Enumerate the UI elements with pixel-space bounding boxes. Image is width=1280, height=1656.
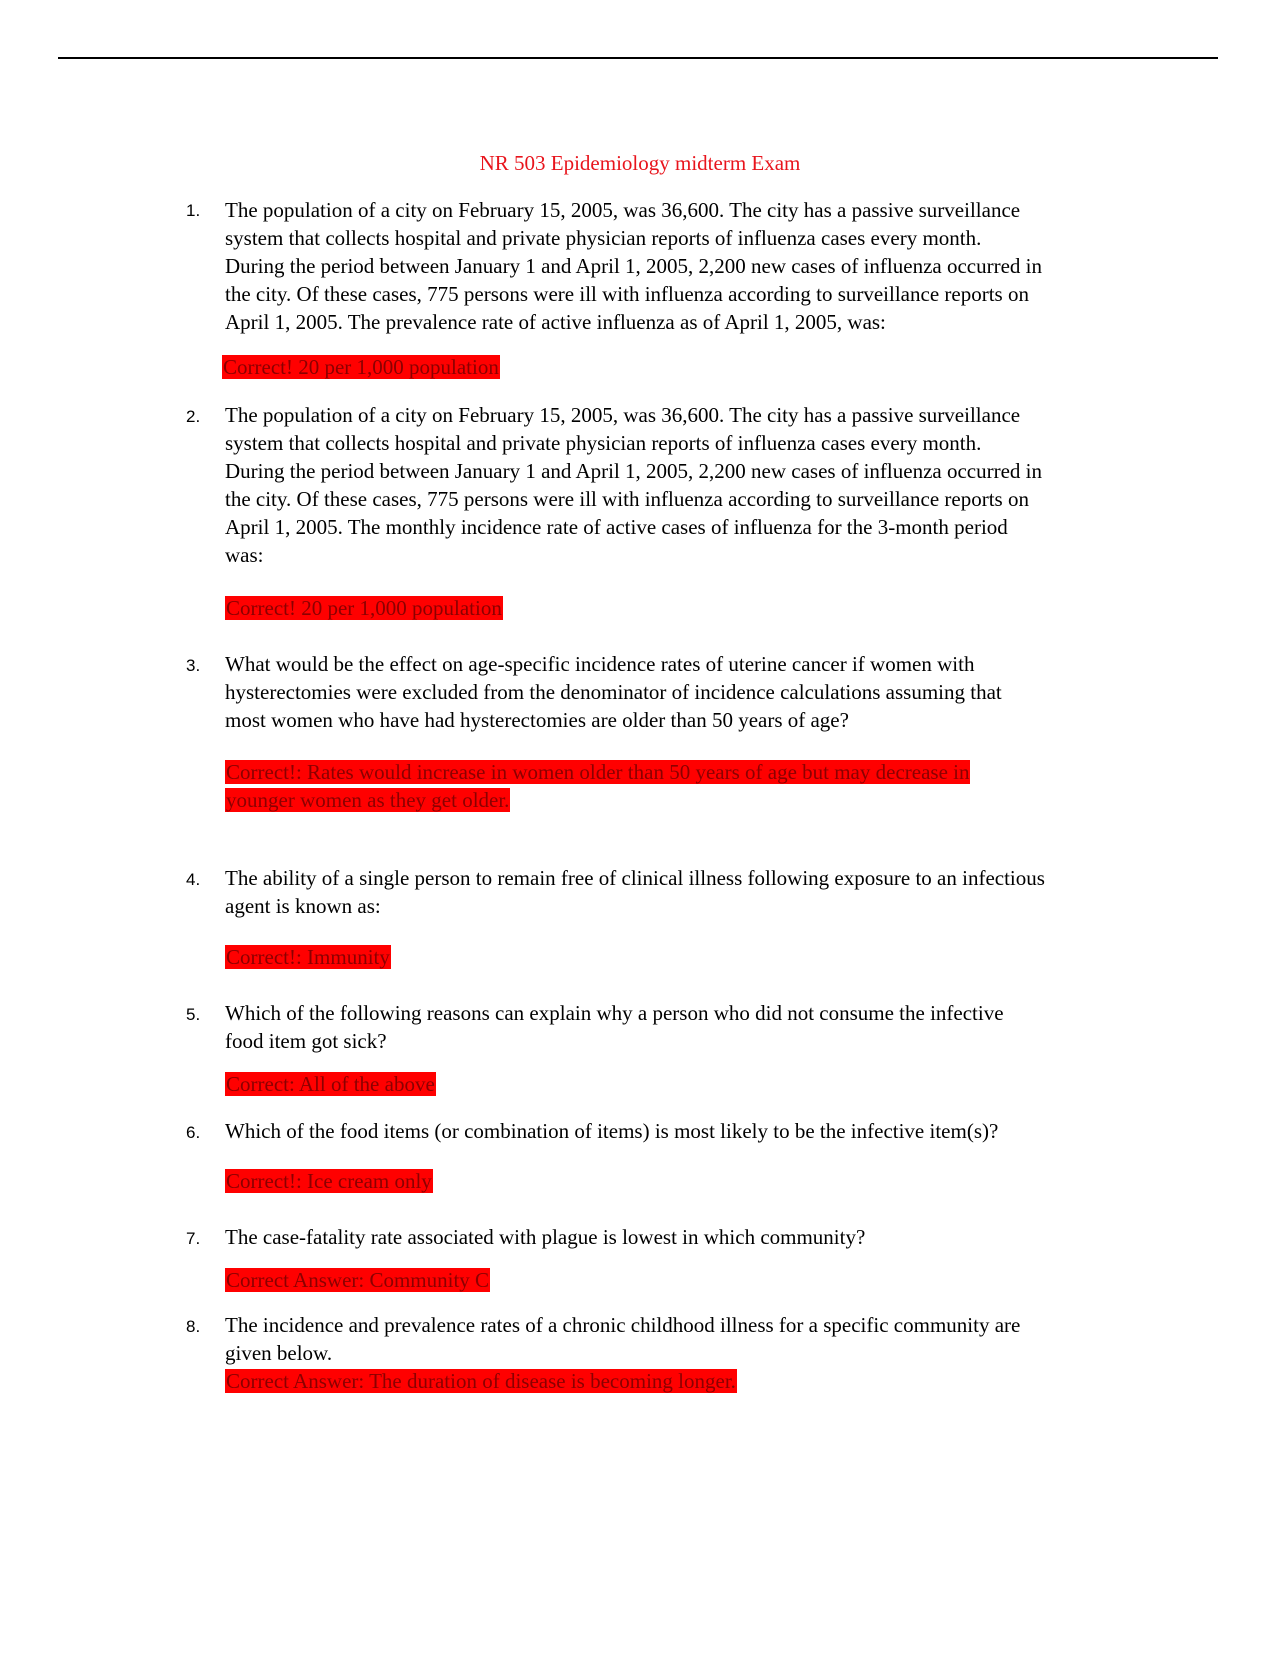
question-line: the city. Of these cases, 775 persons were ill with influenza according to surveillance reports on	[225, 487, 1029, 511]
question-line: The population of a city on February 15, 2005, was 36,600. The city has a passive surveillance	[225, 403, 1021, 427]
question-line: The population of a city on February 15, 2005, was 36,600. The city has a passive surveillance	[225, 198, 1021, 222]
question-5-answer	[225, 1070, 436, 1098]
question-line: food item got sick?	[225, 1029, 387, 1053]
question-line: April 1, 2005. The prevalence rate of active influenza as of April 1, 2005, was:	[225, 310, 886, 334]
question-8-number: 8.	[186, 1317, 201, 1336]
question-line: system that collects hospital and private physician reports of influenza cases every month.	[225, 226, 982, 250]
question-7-number: 7.	[186, 1229, 201, 1248]
question-1-number: 1.	[186, 201, 201, 220]
document-title: NR 503 Epidemiology midterm Exam	[479, 151, 801, 175]
question-line: was:	[225, 543, 264, 567]
question-8-answer	[225, 1367, 737, 1395]
question-3-text	[225, 650, 1125, 734]
question-line: the city. Of these cases, 775 persons were ill with influenza according to surveillance reports on	[225, 282, 1029, 306]
question-line: The case-fatality rate associated with plague is lowest in which community?	[225, 1225, 866, 1249]
question-4-number: 4.	[186, 870, 201, 889]
question-5-number: 5.	[186, 1005, 201, 1024]
question-line: Which of the food items (or combination of items) is most likely to be the infective item(s)?	[225, 1119, 999, 1143]
question-2-answer	[225, 594, 503, 622]
question-line: What would be the effect on age-specific incidence rates of uterine cancer if women with	[225, 652, 975, 676]
question-7-answer	[225, 1266, 490, 1294]
question-line: given below.	[225, 1341, 333, 1365]
answer-highlight: Correct Answer: Community C	[226, 1268, 490, 1292]
question-5-text	[225, 999, 1125, 1055]
answer-highlight: Correct! 20 per 1,000 population	[226, 596, 502, 620]
question-6-answer	[225, 1167, 433, 1195]
question-6-text	[225, 1117, 1125, 1145]
question-4-text	[225, 864, 1125, 920]
question-2-text	[225, 401, 1125, 569]
question-2-number: 2.	[186, 407, 201, 426]
answer-highlight: Correct!: Rates would increase in women older than 50 years of age but may decrease in	[226, 760, 970, 784]
question-line: hysterectomies were excluded from the denominator of incidence calculations assuming that	[225, 680, 1002, 704]
question-1-text	[225, 196, 1125, 336]
question-7-text	[225, 1223, 1125, 1251]
question-line: system that collects hospital and private physician reports of influenza cases every month.	[225, 431, 982, 455]
question-3-answer	[225, 758, 970, 814]
answer-highlight: Correct: All of the above	[226, 1072, 435, 1096]
answer-highlight: Correct Answer: The duration of disease is becoming longer.	[226, 1369, 736, 1393]
question-line: agent is known as:	[225, 894, 381, 918]
question-4-answer	[225, 943, 391, 971]
question-line: During the period between January 1 and April 1, 2005, 2,200 new cases of influenza occurred in	[225, 254, 1043, 278]
header-rule	[58, 57, 1218, 59]
question-6-number: 6.	[186, 1123, 201, 1142]
answer-highlight: Correct! 20 per 1,000 population	[223, 355, 499, 379]
question-line: The incidence and prevalence rates of a chronic childhood illness for a specific community are	[225, 1313, 1021, 1337]
answer-highlight: Correct!: Ice cream only	[226, 1169, 432, 1193]
question-line: most women who have had hysterectomies are older than 50 years of age?	[225, 708, 849, 732]
question-8-text	[225, 1311, 1125, 1367]
question-line: April 1, 2005. The monthly incidence rate of active cases of influenza for the 3-month period	[225, 515, 1008, 539]
answer-highlight: younger women as they get older.	[226, 788, 510, 812]
question-1-answer	[222, 353, 500, 381]
question-line: During the period between January 1 and April 1, 2005, 2,200 new cases of influenza occurred in	[225, 459, 1043, 483]
question-line: Which of the following reasons can explain why a person who did not consume the infective	[225, 1001, 1004, 1025]
answer-highlight: Correct!: Immunity	[226, 945, 390, 969]
question-3-number: 3.	[186, 656, 201, 675]
question-line: The ability of a single person to remain free of clinical illness following exposure to an infectious	[225, 866, 1045, 890]
